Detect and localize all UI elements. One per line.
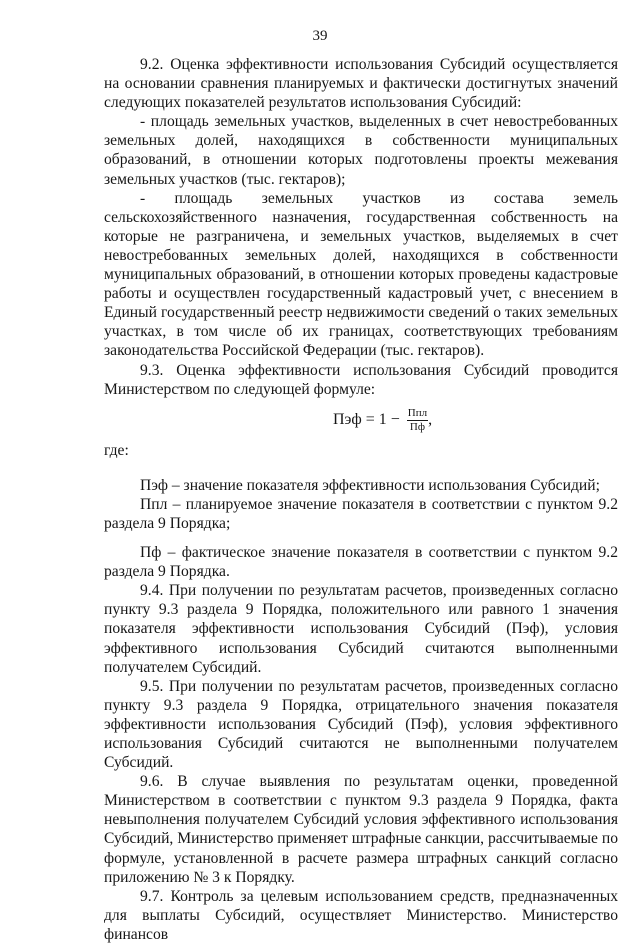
paragraph-9-2: 9.2. Оценка эффективности использования Субсидий осуществляется на основании сравнения планируемых и фактически достигнутых значений следующих показателей результатов использования Субсидий: xyxy=(104,56,618,112)
efficiency-formula xyxy=(333,407,618,441)
bullet-item: - площадь земельных участков, выделенных в счет невостребованных земельных долей, находящихся в собственности муниципальных образований, в отношении которых подготовлены проекты межевания земельных участков (тыс. гектаров); xyxy=(104,113,618,188)
formula-numerator: Ппл xyxy=(407,406,428,419)
formula-fraction xyxy=(407,407,428,434)
paragraph-9-5: 9.5. При получении по результатам расчетов, произведенных согласно пункту 9.3 раздела 9 Порядка, отрицательного значения показателя эффективности использования Субсидий (Пэф), условия эффективного использования Субсидий считаются не выполненными получателем Субсидий. xyxy=(104,677,618,772)
formula-lhs: Пэф = 1 − xyxy=(333,410,400,428)
formula-trail: , xyxy=(428,410,433,428)
bullet-item: - площадь земельных участков из состава земель сельскохозяйственного назначения, государственная собственность на которые не разграничена, и земельных участков, выделяемых в счет невостребованных земельных долей, находящихся в собственности муниципальных образований, в отношении которых проведены кадастровые работы и осуществлен государственный кадастровый учет, с внесением в Единый государственный реестр недвижимости сведений о таких земельных участках, в том числе об их границах, соответствующих требованиям законодательства Российской Федерации (тыс. гектаров). xyxy=(104,189,618,360)
formula-denominator: Пф xyxy=(409,420,425,433)
where-label: где: xyxy=(104,441,129,459)
definition-pf: Пф – фактическое значение показателя в соответствии с пунктом 9.2 раздела 9 Порядка. xyxy=(104,544,618,581)
spacer xyxy=(104,460,618,476)
spacer xyxy=(104,533,618,543)
definition-peff: Пэф – значение показателя эффективности использования Субсидий; xyxy=(140,476,600,494)
page-number: 39 xyxy=(312,28,328,44)
paragraph-9-6: 9.6. В случае выявления по результатам оценки, проведенной Министерством в соответствии с пунктом 9.3 раздела 9 Порядка, факта невыполнения получателем Субсидий условия эффективного использования Субсидий, Министерство применяет штрафные санкции, рассчитываемые по формуле, установленной в расчете размера штрафных санкций согласно приложению № 3 к Порядку. xyxy=(104,773,618,886)
definition-ppl: Ппл – планируемое значение показателя в соответствии с пунктом 9.2 раздела 9 Порядка; xyxy=(104,495,618,532)
paragraph-9-3: 9.3. Оценка эффективности использования Субсидий проводится Министерством по следующей формуле: xyxy=(104,361,618,398)
paragraph-9-4: 9.4. При получении по результатам расчетов, произведенных согласно пункту 9.3 раздела 9 Порядка, положительного или равного 1 значения показателя эффективности использования Субсидий (Пэф), условия эффективного использования Субсидий считаются выполненными получателем Субсидий. xyxy=(104,582,618,676)
paragraph-9-7: 9.7. Контроль за целевым использованием средств, предназначенных для выплаты Субсидий, осуществляет Министерство. Министерство финансов xyxy=(104,887,618,943)
document-body xyxy=(104,55,618,944)
